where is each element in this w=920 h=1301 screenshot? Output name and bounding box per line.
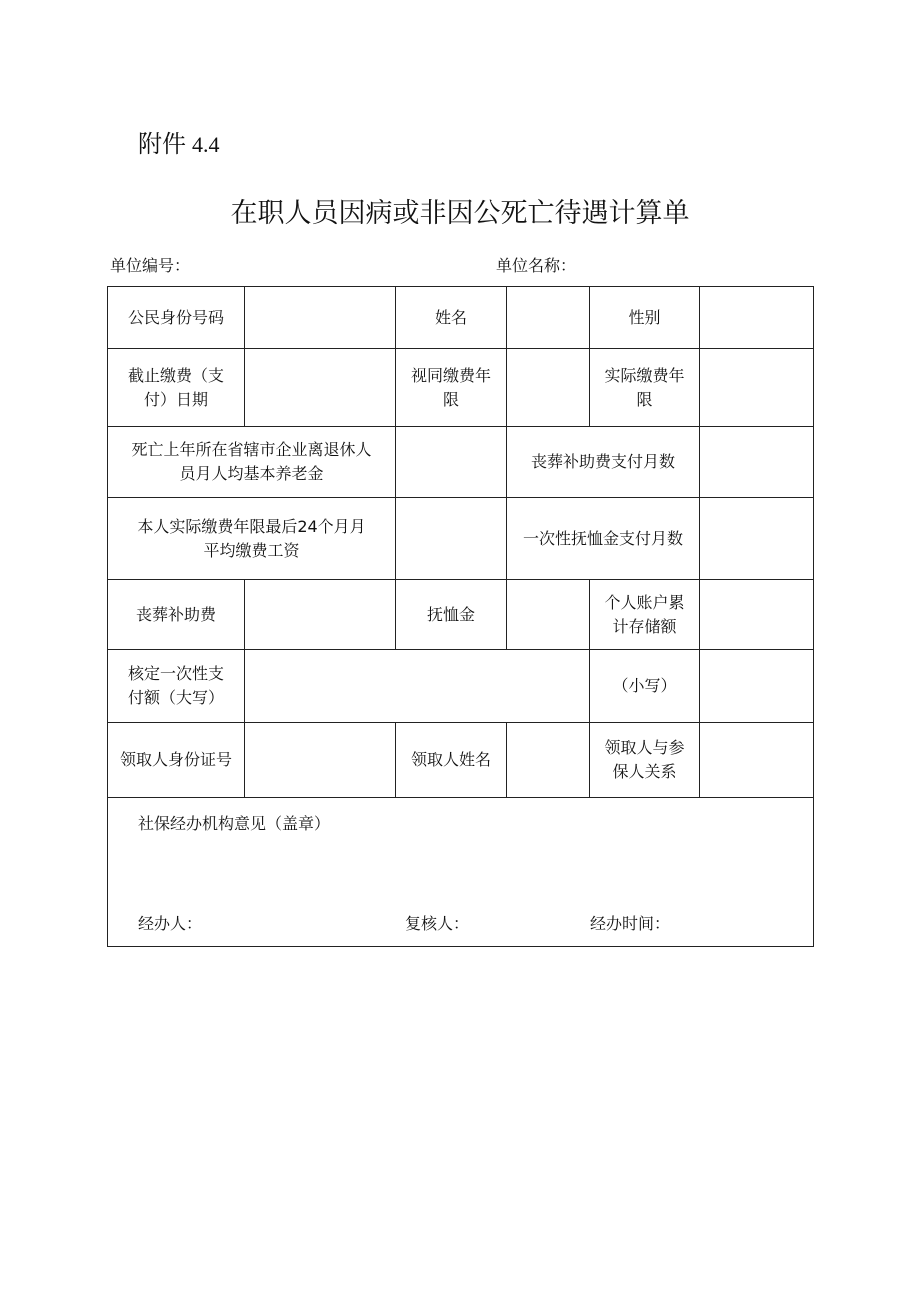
recipient-name-label: 领取人姓名: [396, 723, 507, 798]
avg-pension-label-line2: 员月人均基本养老金: [179, 464, 324, 483]
account-balance-field[interactable]: [700, 580, 814, 650]
avg-pension-field[interactable]: [396, 427, 507, 498]
deemed-years-field[interactable]: [507, 349, 590, 427]
recipient-relation-label-line2: 保人关系: [612, 762, 677, 781]
pension-months-field[interactable]: [700, 498, 814, 580]
table-row: [108, 349, 814, 427]
table-row: [108, 287, 814, 349]
recipient-id-field[interactable]: [245, 723, 396, 798]
table-row: [108, 427, 814, 498]
recipient-relation-label-line1: 领取人与参: [604, 738, 685, 757]
recipient-relation-label: [590, 723, 700, 798]
cutoff-date-label-line2: 付）日期: [143, 389, 208, 409]
cutoff-date-label: [108, 349, 245, 427]
table-row: [108, 498, 814, 580]
reviewer-label: 复核人：: [405, 914, 470, 933]
agency-opinion-cell[interactable]: [108, 798, 814, 947]
avg-wage-label: [108, 498, 396, 580]
attachment-number: 4.4: [192, 132, 220, 157]
pension-label: 抚恤金: [396, 580, 507, 650]
avg-wage-field[interactable]: [396, 498, 507, 580]
approved-amount-uppercase-field[interactable]: [245, 650, 590, 723]
approved-amount-label: [108, 650, 245, 723]
deemed-years-label: [396, 349, 507, 427]
handler-label: 经办人：: [138, 914, 203, 933]
account-balance-label-line2: 计存储额: [612, 616, 677, 636]
deemed-years-label-line2: 限: [442, 389, 459, 409]
calculation-form-table: [107, 286, 814, 947]
account-balance-label-line1: 个人账户累: [604, 592, 685, 612]
pension-months-label: 一次性抚恤金支付月数: [507, 498, 700, 580]
approved-amount-label-line1: 核定一次性支: [127, 664, 224, 683]
cutoff-date-field[interactable]: [245, 349, 396, 427]
table-row: [108, 798, 814, 947]
actual-years-label: [590, 349, 700, 427]
cutoff-date-label-line1: 截止缴费（支: [127, 365, 224, 385]
name-field[interactable]: [507, 287, 590, 349]
avg-pension-label: [108, 427, 396, 498]
approved-amount-lowercase-field[interactable]: [700, 650, 814, 723]
unit-code-label: 单位编号：: [110, 256, 191, 275]
pension-field[interactable]: [507, 580, 590, 650]
gender-label: 性别: [590, 287, 700, 349]
attachment-prefix: 附件: [138, 130, 186, 158]
actual-years-field[interactable]: [700, 349, 814, 427]
gender-field[interactable]: [700, 287, 814, 349]
lowercase-label: （小写）: [590, 650, 700, 723]
recipient-id-label: 领取人身份证号: [108, 723, 245, 798]
recipient-name-field[interactable]: [507, 723, 590, 798]
unit-name-label: 单位名称：: [496, 256, 577, 275]
actual-years-label-line1: 实际缴费年: [604, 365, 685, 385]
id-number-label: 公民身份号码: [108, 287, 245, 349]
funeral-months-label: 丧葬补助费支付月数: [507, 427, 700, 498]
approved-amount-label-line2: 付额（大写）: [127, 688, 224, 707]
actual-years-label-line2: 限: [636, 389, 653, 409]
page-title: 在职人员因病或非因公死亡待遇计算单: [230, 198, 690, 229]
table-row: [108, 580, 814, 650]
avg-wage-label-line2: 平均缴费工资: [203, 540, 300, 560]
funeral-months-field[interactable]: [700, 427, 814, 498]
account-balance-label: [590, 580, 700, 650]
recipient-relation-field[interactable]: [700, 723, 814, 798]
funeral-subsidy-field[interactable]: [245, 580, 396, 650]
name-label: 姓名: [396, 287, 507, 349]
deemed-years-label-line1: 视同缴费年: [410, 365, 491, 385]
id-number-field[interactable]: [245, 287, 396, 349]
funeral-subsidy-label: 丧葬补助费: [108, 580, 245, 650]
attachment-label: [138, 124, 220, 159]
table-row: [108, 650, 814, 723]
agency-opinion-label: 社保经办机构意见（盖章）: [138, 814, 331, 833]
handle-time-label: 经办时间：: [590, 914, 671, 933]
avg-wage-label-line1: 本人实际缴费年限最后24个月月: [137, 516, 366, 536]
avg-pension-label-line1: 死亡上年所在省辖市企业离退休人: [131, 440, 372, 459]
table-row: [108, 723, 814, 798]
